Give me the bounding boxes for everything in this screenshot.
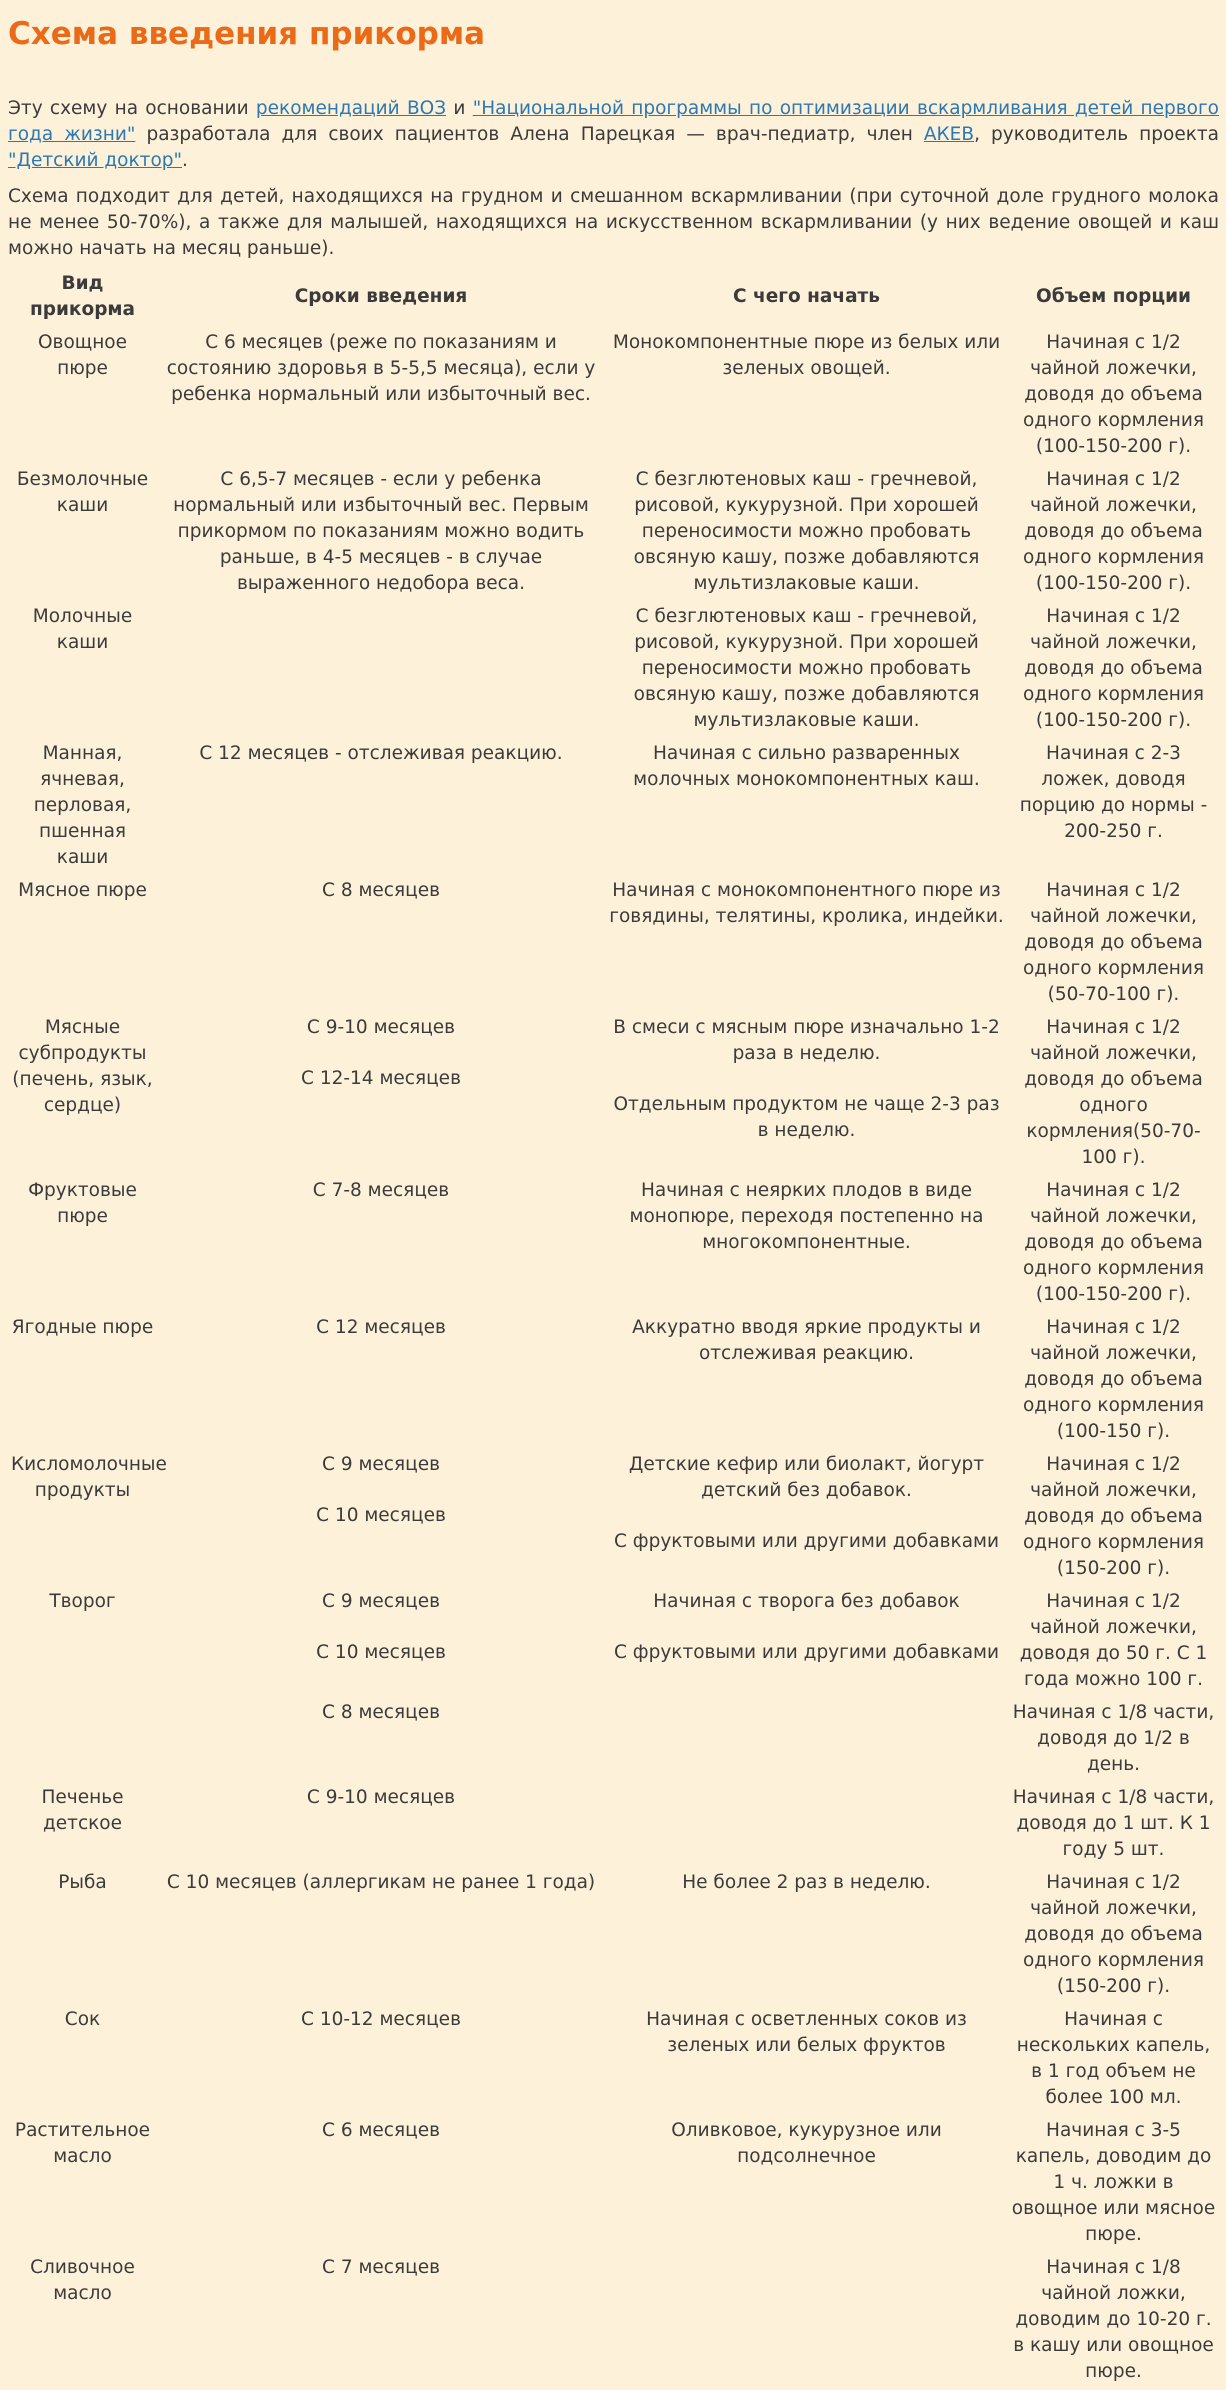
cell-how-to-start — [605, 2253, 1008, 2390]
cell-food-type: Творог — [49, 1591, 116, 1612]
table-row — [8, 1868, 1219, 2005]
cell-timing — [157, 602, 605, 739]
cell-how-to-start — [605, 465, 1008, 602]
cell-timing — [157, 876, 605, 1013]
cell-text: Начиная с неярких плодов в виде монопюре, переходя постепенно на многокомпонентные. — [629, 1180, 984, 1253]
cell-food-type: Ягодные пюре — [11, 1317, 154, 1338]
cell-portion — [1008, 2116, 1219, 2253]
table-row — [8, 465, 1219, 602]
cell-food-type: Печенье детское — [41, 1787, 124, 1834]
cell-portion — [1008, 2005, 1219, 2116]
table-row — [8, 1013, 1219, 1176]
table-row — [8, 1313, 1219, 1450]
cell-how-to-start — [605, 1450, 1008, 1587]
cell-how-to-start — [605, 1013, 1008, 1176]
cell-text: С 10 месяцев — [316, 1642, 446, 1663]
table-row — [8, 1176, 1219, 1313]
column-header-timing: Сроки введения — [294, 286, 468, 307]
cell-food-type: Сок — [64, 2009, 101, 2030]
cell-text: Начиная с 1/2 чайной ложечки, доводя до объема одного кормления (100-150-200 г). — [1022, 1180, 1205, 1305]
cell-how-to-start — [605, 1313, 1008, 1450]
cell-text: Начиная с творога без добавок — [653, 1591, 960, 1612]
cell-text: С 8 месяцев — [322, 880, 440, 901]
cell-text: Начиная с 1/8 чайной ложки, доводим до 10-20 г. в кашу или овощное пюре. — [1013, 2257, 1214, 2382]
cell-timing — [157, 2116, 605, 2253]
cell-text: С 10 месяцев (аллергикам не ранее 1 года) — [166, 1872, 596, 1893]
cell-portion — [1008, 1783, 1219, 1868]
cell-text: С безглютеновых каш - гречневой, рисовой, кукурузной. При хорошей переносимости можно пробовать овсяную кашу, позже добавляются мультизлаковые каши. — [633, 606, 980, 731]
table-row — [8, 328, 1219, 465]
cell-text: Начиная с 1/2 чайной ложечки, доводя до объема одного кормления (150-200 г). — [1022, 1872, 1205, 1997]
cell-how-to-start — [605, 2116, 1008, 2253]
cell-text: С 9-10 месяцев — [306, 1017, 456, 1038]
table-row — [8, 1587, 1219, 1698]
cell-timing — [157, 1450, 605, 1587]
cell-food-type: Молочные каши — [32, 606, 133, 653]
cell-food-type: Манная, ячневая, перловая, пшенная каши — [33, 743, 132, 868]
cell-text: С 6 месяцев — [322, 2120, 440, 2141]
cell-portion — [1008, 1013, 1219, 1176]
who-recommendations-link[interactable]: рекомендаций ВОЗ — [255, 98, 447, 119]
cell-text: С 7-8 месяцев — [312, 1180, 450, 1201]
table-body — [8, 328, 1219, 2390]
cell-text: С 6 месяцев (реже по показаниям и состоянию здоровья в 5-5,5 месяца), если у ребенка нормальный или избыточный вес. — [166, 332, 596, 405]
cell-portion — [1008, 1450, 1219, 1587]
table-row — [8, 2005, 1219, 2116]
cell-timing — [157, 328, 605, 465]
column-header-portion: Объем порции — [1035, 286, 1192, 307]
akev-link[interactable]: АКЕВ — [923, 124, 975, 145]
table-header-row — [8, 271, 1219, 328]
cell-food-type: Безмолочные каши — [16, 469, 149, 516]
cell-how-to-start — [605, 602, 1008, 739]
cell-text: Начиная с 1/2 чайной ложечки, доводя до объема одного кормления (150-200 г). — [1022, 1454, 1205, 1579]
cell-text: С 10 месяцев — [316, 1505, 446, 1526]
cell-text: Начиная с монокомпонентного пюре из говядины, телятины, кролика, индейки. — [609, 880, 1004, 927]
cell-text: С 8 месяцев — [322, 1702, 440, 1723]
cell-timing — [157, 739, 605, 876]
cell-text: Начиная с 1/8 части, доводя до 1/2 в день. — [1012, 1702, 1215, 1775]
cell-text: Начиная с осветленных соков из зеленых или белых фруктов — [646, 2009, 967, 2056]
cell-how-to-start — [605, 1783, 1008, 1868]
cell-timing — [157, 1783, 605, 1868]
child-doctor-project-link[interactable]: "Детский доктор" — [8, 150, 183, 171]
cell-timing — [157, 1587, 605, 1698]
cell-how-to-start — [605, 1868, 1008, 2005]
cell-text: С фруктовыми или другими добавками — [613, 1642, 1000, 1663]
cell-text: С 10-12 месяцев — [301, 2009, 461, 2030]
cell-text: С 12 месяцев - отслеживая реакцию. — [199, 743, 563, 764]
cell-text: Начиная с 1/2 чайной ложечки, доводя до объема одного кормления(50-70-100 г). — [1024, 1017, 1203, 1168]
cell-timing — [157, 1313, 605, 1450]
cell-text: С 6,5-7 месяцев - если у ребенка нормальный или избыточный вес. Первым прикормом по показаниям можно водить раньше, в 4-5 месяцев - в случае выраженного недобора веса. — [173, 469, 589, 594]
intro-text: Эту схему на основании — [8, 98, 256, 119]
cell-portion — [1008, 328, 1219, 465]
table-row — [8, 2116, 1219, 2253]
cell-text: С 12-14 месяцев — [301, 1068, 461, 1089]
cell-text: Аккуратно вводя яркие продукты и отслеживая реакцию. — [632, 1317, 981, 1364]
cell-portion — [1008, 602, 1219, 739]
cell-timing — [157, 1176, 605, 1313]
cell-text: С фруктовыми или другими добавками — [613, 1531, 1000, 1552]
intro-paragraph-1 — [8, 96, 1219, 174]
cell-text: Начиная с 1/2 чайной ложечки, доводя до 50 г. С 1 года можно 100 г. — [1019, 1591, 1208, 1690]
cell-how-to-start — [605, 739, 1008, 876]
cell-text: Начиная с 1/2 чайной ложечки, доводя до объема одного кормления (100-150-200 г). — [1022, 469, 1205, 594]
cell-text: Начиная с 1/2 чайной ложечки, доводя до объема одного кормления (100-150 г). — [1022, 1317, 1205, 1442]
feeding-schedule-table — [8, 271, 1219, 2390]
intro-text: и — [446, 98, 473, 119]
intro-text: . — [182, 150, 188, 171]
column-header-start: С чего начать — [733, 286, 880, 307]
cell-how-to-start — [605, 1587, 1008, 1698]
cell-food-type: Сливочное масло — [30, 2257, 135, 2304]
cell-timing — [157, 1868, 605, 2005]
cell-text: Начиная с 1/8 части, доводя до 1 шт. К 1 году 5 шт. — [1012, 1787, 1215, 1860]
cell-text: Оливковое, кукурузное или подсолнечное — [671, 2120, 942, 2167]
cell-timing — [157, 1698, 605, 1783]
national-program-link[interactable]: "Национальной программы по оптимизации вскармливания детей первого года жизни" — [8, 98, 1219, 145]
cell-portion — [1008, 1868, 1219, 2005]
cell-text: Детские кефир или биолакт, йогурт детский без добавок. — [628, 1454, 985, 1501]
cell-food-type: Овощное пюре — [37, 332, 127, 379]
cell-text: Начиная с 2-3 ложек, доводя порцию до нормы - 200-250 г. — [1019, 743, 1208, 842]
cell-timing — [157, 1013, 605, 1176]
cell-text: Начиная с 1/2 чайной ложечки, доводя до объема одного кормления (100-150-200 г). — [1022, 332, 1205, 457]
column-header-type: Вид прикорма — [29, 273, 136, 320]
cell-portion — [1008, 1313, 1219, 1450]
table-row — [8, 739, 1219, 876]
intro-paragraph-2: Схема подходит для детей, находящихся на грудном и смешанном вскармливании (при суточной доле грудного молока не менее 50-70%), а также для малышей, находящихся на искусственном вскармливании (у них ведение овощей и каш можно начать на месяц раньше). — [8, 186, 1219, 259]
cell-portion — [1008, 1176, 1219, 1313]
cell-timing — [157, 465, 605, 602]
page-title: Схема введения прикорма — [8, 16, 486, 52]
cell-text: Начиная с нескольких капель, в 1 год объем не более 100 мл. — [1016, 2009, 1211, 2108]
table-row — [8, 1450, 1219, 1587]
cell-text: С 7 месяцев — [322, 2257, 440, 2278]
cell-food-type: Кисломолочные продукты — [11, 1454, 167, 1501]
intro-text: разработала для своих пациентов Алена Парецкая — врач-педиатр, член — [135, 124, 924, 145]
cell-text: В смеси с мясным пюре изначально 1-2 раза в неделю. — [613, 1017, 1000, 1064]
cell-portion — [1008, 465, 1219, 602]
cell-text: Начиная с 1/2 чайной ложечки, доводя до объема одного кормления (50-70-100 г). — [1022, 880, 1205, 1005]
cell-timing — [157, 2253, 605, 2390]
cell-timing — [157, 2005, 605, 2116]
table-row — [8, 876, 1219, 1013]
table-row — [8, 2253, 1219, 2390]
cell-text: Начиная с сильно разваренных молочных монокомпонентных каш. — [633, 743, 980, 790]
cell-text: С 9-10 месяцев — [306, 1787, 456, 1808]
cell-how-to-start — [605, 328, 1008, 465]
intro-text: , руководитель проекта — [974, 124, 1219, 145]
cell-text: Отдельным продуктом не чаще 2-3 раз в неделю. — [613, 1094, 1000, 1141]
cell-how-to-start — [605, 2005, 1008, 2116]
cell-text: Не более 2 раз в неделю. — [682, 1872, 931, 1893]
cell-text: Начиная с 1/2 чайной ложечки, доводя до объема одного кормления (100-150-200 г). — [1022, 606, 1205, 731]
cell-how-to-start — [605, 876, 1008, 1013]
cell-text: С безглютеновых каш - гречневой, рисовой, кукурузной. При хорошей переносимости можно пробовать овсяную кашу, позже добавляются мультизлаковые каши. — [633, 469, 980, 594]
table-row — [8, 1783, 1219, 1868]
cell-text: С 12 месяцев — [316, 1317, 446, 1338]
cell-portion — [1008, 1698, 1219, 1783]
cell-food-type: Фруктовые пюре — [28, 1180, 137, 1227]
cell-portion — [1008, 1587, 1219, 1698]
cell-food-type: Мясное пюре — [18, 880, 147, 901]
cell-food-type — [8, 1698, 157, 1783]
cell-food-type: Растительное масло — [14, 2120, 151, 2167]
cell-text: С 9 месяцев — [322, 1454, 440, 1475]
cell-portion — [1008, 876, 1219, 1013]
cell-portion — [1008, 739, 1219, 876]
table-row — [8, 1698, 1219, 1783]
cell-how-to-start — [605, 1176, 1008, 1313]
cell-food-type: Рыба — [58, 1872, 107, 1893]
cell-text: Монокомпонентные пюре из белых или зеленых овощей. — [612, 332, 1001, 379]
table-row — [8, 602, 1219, 739]
cell-food-type: Мясные субпродукты (печень, язык, сердце) — [12, 1017, 153, 1116]
cell-text: С 9 месяцев — [322, 1591, 440, 1612]
cell-portion — [1008, 2253, 1219, 2390]
cell-how-to-start — [605, 1698, 1008, 1783]
cell-text: Начиная с 3-5 капель, доводим до 1 ч. ложки в овощное или мясное пюре. — [1011, 2120, 1216, 2245]
